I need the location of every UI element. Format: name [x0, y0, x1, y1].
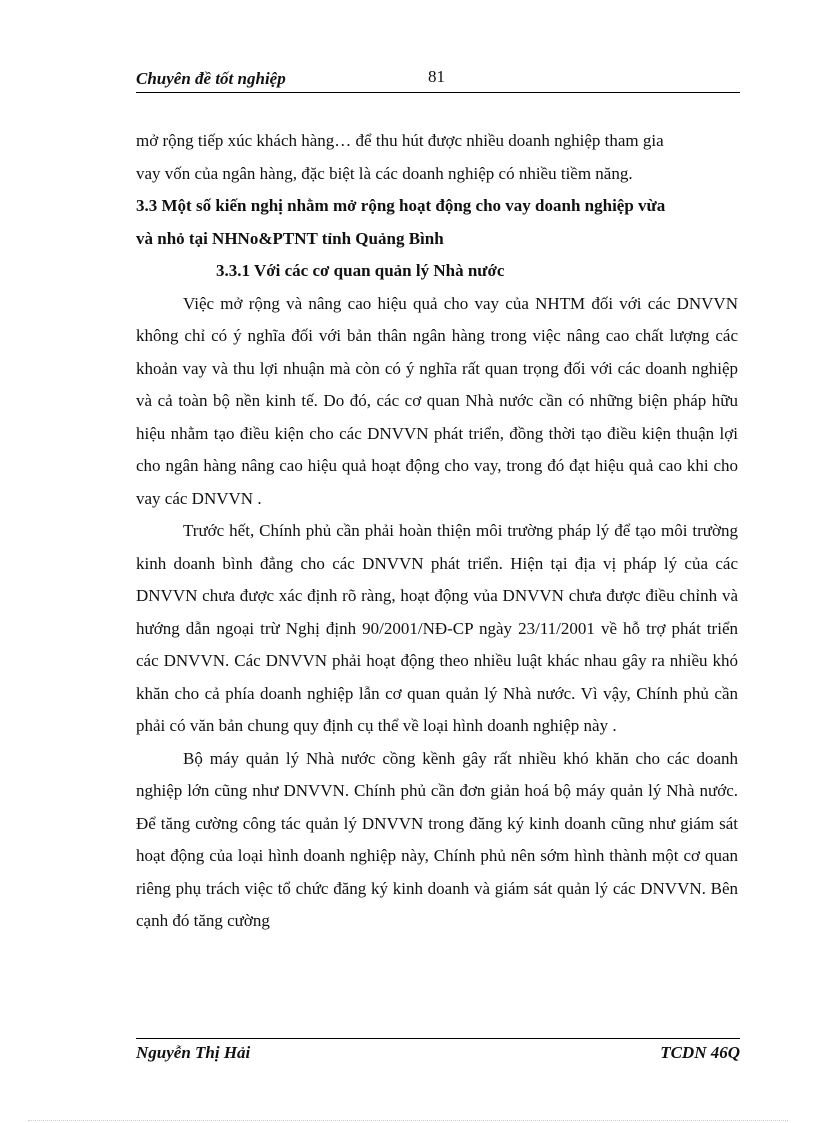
section-heading: 3.3 Một số kiến nghị nhằm mở rộng hoạt động cho vay doanh nghiệp vừa: [136, 196, 666, 215]
document-title: Chuyên đề tốt nghiệp: [136, 69, 286, 88]
paragraph-line: vay vốn của ngân hàng, đặc biệt là các doanh nghiệp có nhiều tiềm năng.: [136, 163, 633, 183]
page-edge-divider: [28, 1120, 788, 1121]
page-footer: [136, 1038, 740, 1069]
class-code: TCDN 46Q: [660, 1043, 740, 1062]
paragraph-line: mở rộng tiếp xúc khách hàng… để thu hút được nhiều doanh nghiệp tham gia: [136, 131, 664, 150]
section-heading-continued: và nhỏ tại NHNo&PTNT tỉnh Quảng Bình: [136, 228, 444, 248]
page-body: [136, 125, 738, 938]
paragraph: Trước hết, Chính phủ cần phải hoàn thiện môi trường pháp lý để tạo môi trường kinh doanh bình đẳng cho các DNVVN phát triển. Hiện tại địa vị pháp lý của các DNVVN chưa được xác định rõ ràng, hoạt động vủa DNVVN chưa được điều chỉnh và hướng dẫn ngoại trừ Nghị định 90/2001/NĐ-CP ngày 23/11/2001 về hỗ trợ phát triển các DNVVN. Các DNVVN phải hoạt động theo nhiều luật khác nhau gây ra nhiều khó khăn cho cả phía doanh nghiệp lẫn cơ quan quản lý Nhà nước. Vì vậy, Chính phủ cần phải có văn bản chung quy định cụ thể về loại hình doanh nghiệp này .: [136, 521, 738, 735]
page-header: [136, 66, 740, 93]
author-name: Nguyễn Thị Hải: [136, 1043, 251, 1062]
page-number: 81: [428, 67, 445, 86]
paragraph: Việc mở rộng và nâng cao hiệu quả cho vay của NHTM đối với các DNVVN không chỉ có ý nghĩa đối với bản thân ngân hàng trong việc nâng cao chất lượng các khoản vay và thu lợi nhuận mà còn có ý nghĩa rất quan trọng đối với các doanh nghiệp và cả toàn bộ nền kinh tế. Do đó, các cơ quan Nhà nước cần có những biện pháp hữu hiệu nhằm tạo điều kiện cho các DNVVN phát triển, đồng thời tạo điều kiện thuận lợi cho ngân hàng nâng cao hiệu quả hoạt động cho vay, trong đó đạt hiệu quả cao khi cho vay các DNVVN .: [136, 293, 738, 508]
paragraph: Bộ máy quản lý Nhà nước cồng kềnh gây rất nhiều khó khăn cho các doanh nghiệp lớn cũng như DNVVN. Chính phủ cần đơn giản hoá bộ máy quản lý Nhà nước. Để tăng cường công tác quản lý DNVVN trong đăng ký kinh doanh cũng như giám sát hoạt động của loại hình doanh nghiệp này, Chính phủ nên sớm hình thành một cơ quan riêng phụ trách việc tổ chức đăng ký kinh doanh và giám sát quản lý các DNVVN. Bên cạnh đó tăng cường: [136, 748, 738, 930]
subsection-heading: 3.3.1 Với các cơ quan quản lý Nhà nước: [216, 261, 505, 280]
